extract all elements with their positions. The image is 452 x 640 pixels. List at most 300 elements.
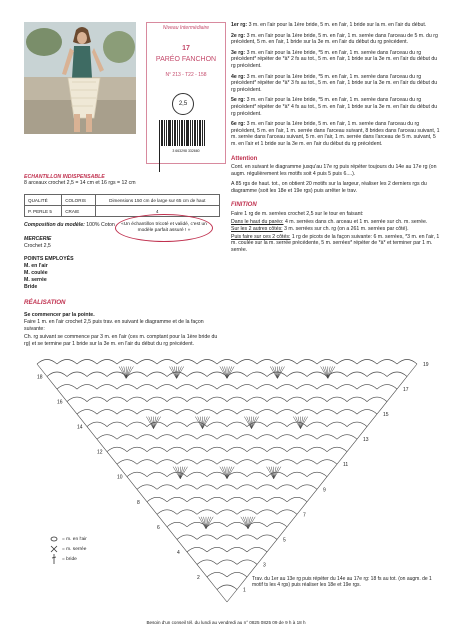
chain-arc <box>57 360 77 365</box>
attention-title: Attention <box>231 155 258 162</box>
row-number: 19 <box>423 362 429 368</box>
chain-arc <box>307 372 327 377</box>
row-number: 5 <box>283 537 286 544</box>
chain-arc <box>367 397 387 402</box>
edge-bride <box>307 489 317 502</box>
table-cell: P. PERLE 5 <box>25 206 62 217</box>
chain-arc <box>177 485 197 490</box>
chain-arc <box>317 460 337 465</box>
chain-arc <box>157 460 177 465</box>
chain-arc <box>337 385 357 390</box>
row-number: 3 <box>263 562 266 569</box>
row-number: 15 <box>383 412 389 419</box>
chain-arc <box>227 372 247 377</box>
chain-arc <box>137 485 157 490</box>
chain-arc <box>247 472 267 477</box>
chain-arc <box>77 385 97 390</box>
chain-arc <box>187 522 207 527</box>
edge-bride <box>207 577 217 590</box>
attention-text: Cont. en suivant le diagramme jusqu'au 17e rg puis répéter toujours du 14e au 17e rg (on augm. régulièrement les motifs soit 4 puis 5 puis 6....). <box>231 164 437 177</box>
chain-arc <box>327 397 347 402</box>
chain-arc <box>237 485 257 490</box>
chain-arc <box>287 447 307 452</box>
edge-bride <box>67 402 77 415</box>
shell-bride <box>172 367 177 379</box>
chain-arc <box>187 397 207 402</box>
chain-arc <box>297 410 317 415</box>
edge-bride <box>227 590 237 603</box>
chain-arc <box>277 360 297 365</box>
chain-arc <box>267 522 287 527</box>
chain-arc <box>297 460 317 465</box>
sample-text: 8 arceaux crochet 2,5 = 14 cm et 16 rgs = 12 cm <box>24 180 136 186</box>
chain-arc <box>297 435 317 440</box>
edge-bride <box>367 414 377 427</box>
chain-stitch-icon <box>50 535 58 543</box>
diagram-svg <box>22 352 432 607</box>
model-reference: N° 213 - T22 - 158 <box>165 72 207 78</box>
chain-arc <box>237 435 257 440</box>
chain-arc <box>107 397 127 402</box>
chain-arc <box>307 447 327 452</box>
chain-arc <box>117 435 137 440</box>
chain-arc <box>247 447 267 452</box>
edge-bride <box>387 389 397 402</box>
chain-arc <box>197 510 217 515</box>
chain-arc <box>257 410 277 415</box>
shell-bride <box>227 467 232 479</box>
edge-bride <box>187 552 197 565</box>
chain-arc <box>377 385 397 390</box>
pattern-card <box>146 22 226 164</box>
edge-bride <box>347 439 357 452</box>
hook-size: 2,5 <box>178 101 188 107</box>
yarn-table <box>24 194 220 217</box>
chain-arc <box>317 385 337 390</box>
chain-arc <box>97 385 117 390</box>
chain-arc <box>317 360 337 365</box>
instructions-column <box>231 22 441 258</box>
edge-bride <box>127 477 137 490</box>
row-number: 11 <box>343 462 349 469</box>
chain-arc <box>57 385 77 390</box>
chain-arc <box>127 422 147 427</box>
chain-arc <box>197 460 217 465</box>
chain-arc <box>147 497 167 502</box>
chain-arc <box>227 397 247 402</box>
edge-bride <box>267 539 277 552</box>
shell-bride <box>243 517 248 529</box>
chain-arc <box>297 360 317 365</box>
barcode-icon <box>159 120 207 146</box>
chain-arc <box>277 435 297 440</box>
finition-item: Dans le haut du paréo: 4 m. serrées dans ch. arceau et 1 m. serrée sur ch. m. serrée. <box>231 218 428 225</box>
start-text-2: Ch. rg suivant se commence par 3 m. en l'air (ces m. comptant pour la 1ère bride du rg) et se termine par 1 bride sur la 3e m. en l'air du début du rg précédent. <box>24 334 218 347</box>
single-crochet-icon <box>50 545 58 553</box>
chain-arc <box>267 397 287 402</box>
chain-arc <box>377 360 397 365</box>
chain-arc <box>227 522 247 527</box>
chain-arc <box>107 447 127 452</box>
row-instruction: 1er rg: 3 m. en l'air pour la 1ère bride, 5 m. en l'air, 1 bride sur la m. en l'air du début. <box>231 22 427 28</box>
chain-arc <box>267 422 287 427</box>
legend-item <box>50 534 87 544</box>
shell-bride <box>227 367 232 379</box>
shell-bride <box>203 417 208 429</box>
row-instruction: 2e rg: 3 m. en l'air pour la 1ère bride, 5 m. en l'air, 1 m. serrée dans l'arceau de 5 m. du rg précédent, 5 m. en l'air, 1 bride sur la 3e m. en l'air du début du rg précédent. <box>231 32 438 46</box>
row-number: 13 <box>363 437 369 444</box>
chain-arc <box>137 360 157 365</box>
legend-item <box>50 554 87 564</box>
chain-arc <box>197 360 217 365</box>
chain-arc <box>227 497 247 502</box>
row-number: 4 <box>177 549 180 556</box>
chain-arc <box>257 510 277 515</box>
chain-arc <box>217 485 237 490</box>
chain-arc <box>207 497 227 502</box>
chain-arc <box>337 435 357 440</box>
chain-arc <box>327 422 347 427</box>
chain-arc <box>177 410 197 415</box>
chain-arc <box>127 397 147 402</box>
chain-arc <box>77 410 97 415</box>
chain-arc <box>147 447 167 452</box>
row-number: 18 <box>37 374 43 381</box>
chain-arc <box>87 372 107 377</box>
shell-bride <box>126 367 131 379</box>
composition <box>24 222 115 229</box>
chain-arc <box>137 385 157 390</box>
chain-arc <box>187 447 207 452</box>
chain-arc <box>347 372 367 377</box>
chain-arc <box>97 435 117 440</box>
shell-bride <box>121 367 126 379</box>
chain-arc <box>157 510 177 515</box>
attention-text-2: A 85 rgs de haut. tot., on obtient 20 motifs sur la largeur, réaliser les 2 derniers rgs du diagramme (soit les 18e et 19e rgs) puis arrêter le trav. <box>231 181 427 194</box>
chain-arc <box>297 485 317 490</box>
chain-arc <box>207 547 227 552</box>
chain-arc <box>257 535 277 540</box>
chain-arc <box>337 360 357 365</box>
row-number: 16 <box>57 399 63 406</box>
chain-arc <box>197 385 217 390</box>
legend-label: = bride <box>62 556 77 562</box>
chain-arc <box>227 572 247 577</box>
table-header: Dimensions 150 cm de large sur 65 cm de haut <box>95 195 219 206</box>
chain-arc <box>207 447 227 452</box>
finition-title: FINITION <box>231 202 257 209</box>
chain-arc <box>207 572 227 577</box>
edge-bride <box>287 514 297 527</box>
shell-bride <box>198 417 203 429</box>
stitches-title: POINTS EMPLOYÉS <box>24 256 74 262</box>
chain-arc <box>237 410 257 415</box>
chain-arc <box>157 410 177 415</box>
chain-arc <box>127 472 147 477</box>
chain-arc <box>267 497 287 502</box>
chain-arc <box>227 447 247 452</box>
chain-arc <box>317 410 337 415</box>
chain-arc <box>227 422 247 427</box>
table-header: QUALITÉ <box>25 195 62 206</box>
shell-bride <box>248 517 253 529</box>
chain-arc <box>247 547 267 552</box>
level-label: Niveau Intermédiaire <box>162 25 210 31</box>
chain-arc <box>117 460 137 465</box>
chain-arc <box>277 385 297 390</box>
shell-bride <box>222 467 227 479</box>
chain-arc <box>167 522 187 527</box>
advice-text: «Un échantillon tricoté et validé, c'est un modèle parfait assuré ! » <box>121 222 207 233</box>
chain-arc <box>247 497 267 502</box>
chain-arc <box>167 447 187 452</box>
chain-arc <box>197 560 217 565</box>
chain-arc <box>67 397 87 402</box>
chain-arc <box>217 535 237 540</box>
shell-bride <box>323 367 328 379</box>
chain-arc <box>117 410 137 415</box>
chain-arc <box>277 460 297 465</box>
chain-arc <box>317 435 337 440</box>
start-text: Faire 1 m. en l'air crochet 2,5 puis trav. en suivant le diagramme et de la façon suivante: <box>24 319 204 332</box>
chain-arc <box>187 547 207 552</box>
row-number: 10 <box>117 474 123 481</box>
realisation-title: RÉALISATION <box>24 299 66 306</box>
chain-arc <box>77 360 97 365</box>
footer-help: Besoin d'un conseil tél. du lundi au vendredi au n° 0825 0825 09 de 9 h à 18 h <box>146 620 306 625</box>
table-cell: CRAIE <box>62 206 95 217</box>
chain-arc <box>167 397 187 402</box>
model-name: PARÉO FANCHON <box>155 56 217 63</box>
legend-label: = m. serrée <box>62 546 87 552</box>
chain-arc <box>217 360 237 365</box>
row-number: 14 <box>77 424 83 431</box>
chain-arc <box>307 472 327 477</box>
row-number: 6 <box>157 524 160 531</box>
chain-arc <box>237 385 257 390</box>
chain-arc <box>197 535 217 540</box>
chain-arc <box>177 360 197 365</box>
chain-arc <box>357 360 377 365</box>
row-number: 17 <box>403 387 409 394</box>
chain-arc <box>47 372 67 377</box>
barcode-number: 3 663298 332660 <box>172 149 200 153</box>
chain-arc <box>227 547 247 552</box>
chain-arc <box>217 410 237 415</box>
chain-arc <box>117 360 137 365</box>
edge-bride <box>47 377 57 390</box>
shell-bride <box>206 517 211 529</box>
row-number: 8 <box>137 499 140 506</box>
crochet-hook-icon <box>172 93 194 115</box>
row-instruction: 5e rg: 3 m. en l'air pour la 1ère bride, *5 m. en l'air, 1 m. serrée dans l'arceau du rg précédent* répéter de *à* 4 fs au tot., 5 m. en l'air, 1 bride sur la 3e m. en l'air du début du rg précédent. <box>231 97 438 117</box>
double-crochet-icon <box>50 554 58 564</box>
row-instruction: 3e rg: 3 m. en l'air pour la 1ère bride, *5 m. en l'air, 1 m. serrée dans l'arceau du rg précédent* répéter de *à* 2 fs au tot., 5 m. en l'air, 1 bride sur la 3e m. en l'air du début du rg précédent. <box>231 49 438 69</box>
finition-item: Puis faire sur ces 2 côtés: 1 rg de picots de la façon suivante: 6 m. serrées, *3 m. en l'air, 1 m. coulée sur la m. serrée précédente, 5 m. serrées* répéter de *à* et terminer par 1 m. serrée. <box>231 233 440 254</box>
chain-arc <box>177 510 197 515</box>
chain-arc <box>237 510 257 515</box>
chain-arc <box>277 485 297 490</box>
chain-arc <box>87 422 107 427</box>
mercerie-text: Crochet 2,5 <box>24 243 51 249</box>
chain-arc <box>247 522 267 527</box>
chain-arc <box>237 560 257 565</box>
chain-arc <box>207 397 227 402</box>
chain-arc <box>287 397 307 402</box>
chain-arc <box>287 472 307 477</box>
row-number: 9 <box>323 487 326 494</box>
chain-arc <box>197 435 217 440</box>
chain-arc <box>137 460 157 465</box>
chain-arc <box>287 372 307 377</box>
chain-arc <box>217 435 237 440</box>
chain-arc <box>207 372 227 377</box>
shell-bride <box>277 367 282 379</box>
row-number: 1 <box>243 587 246 594</box>
chain-arc <box>177 535 197 540</box>
chain-arc <box>227 472 247 477</box>
finition-text: Faire 1 rg de m. serrées crochet 2,5 sur le tour en faisant: <box>231 211 364 218</box>
composition-value: 100% Coton <box>84 222 115 228</box>
shell-bride <box>328 367 333 379</box>
chain-arc <box>237 360 257 365</box>
chain-arc <box>147 472 167 477</box>
chain-arc <box>217 460 237 465</box>
row-number: 2 <box>197 574 200 581</box>
chain-arc <box>157 360 177 365</box>
table-cell: 4 <box>95 206 219 217</box>
chain-arc <box>187 497 207 502</box>
chain-arc <box>217 385 237 390</box>
chain-arc <box>127 447 147 452</box>
start-title: Se commencer par la pointe. <box>24 312 95 318</box>
chain-arc <box>297 385 317 390</box>
chain-arc <box>207 472 227 477</box>
row-instruction: 6e rg: 3 m. en l'air pour la 1ère bride, 5 m. en l'air, 1 m. serrée dans l'arceau du rg précédent, 5 m. en l'air, 1 m. serrée dans l'arceau suivant, 8 brides dans l'arceau suivant, 1 m. serrée dans l'arceau suivant, 5 m. en l'air, 1 m. serrée dans l'arceau de 5 m. suivant, 5 m. en l'air et 1 bride sur la 3e m. en l'air du début du rg précédent. <box>231 121 440 147</box>
chain-arc <box>187 372 207 377</box>
chain-arc <box>197 485 217 490</box>
chain-arc <box>177 385 197 390</box>
chain-arc <box>217 560 237 565</box>
chain-arc <box>107 422 127 427</box>
chain-arc <box>337 410 357 415</box>
chain-arc <box>207 422 227 427</box>
chain-arc <box>347 422 367 427</box>
chain-arc <box>197 410 217 415</box>
chain-arc <box>157 435 177 440</box>
chain-arc <box>257 485 277 490</box>
chain-arc <box>277 410 297 415</box>
chain-arc <box>97 410 117 415</box>
chain-arc <box>177 460 197 465</box>
edge-bride <box>147 502 157 515</box>
chain-arc <box>177 435 197 440</box>
shell-bride <box>252 417 257 429</box>
legend-item <box>50 544 87 554</box>
chain-arc <box>167 422 187 427</box>
stitch-item: M. serrée <box>24 277 47 283</box>
chain-arc <box>277 510 297 515</box>
edge-bride <box>217 590 227 603</box>
row-number: 12 <box>97 449 103 456</box>
crochet-diagram <box>22 352 432 607</box>
chain-arc <box>237 460 257 465</box>
legend-label: = m. en l'air <box>62 536 87 542</box>
model-number: 17 <box>182 45 190 52</box>
chain-arc <box>237 535 257 540</box>
shell-bride <box>222 367 227 379</box>
chain-arc <box>37 360 57 365</box>
edge-bride <box>327 464 337 477</box>
chain-arc <box>137 410 157 415</box>
chain-arc <box>217 585 237 590</box>
chain-arc <box>127 372 147 377</box>
chain-arc <box>387 372 407 377</box>
chain-arc <box>147 397 167 402</box>
stitch-item: M. en l'air <box>24 263 48 269</box>
table-header-row <box>25 195 220 206</box>
chain-arc <box>147 372 167 377</box>
stitch-item: Bride <box>24 284 38 290</box>
chain-arc <box>137 435 157 440</box>
chain-arc <box>207 522 227 527</box>
chain-arc <box>307 397 327 402</box>
mercerie-title: MERCERIE <box>24 236 52 242</box>
chain-arc <box>357 385 377 390</box>
chain-arc <box>347 397 367 402</box>
chain-arc <box>257 385 277 390</box>
edge-bride <box>167 527 177 540</box>
chain-arc <box>357 410 377 415</box>
chain-arc <box>117 385 137 390</box>
chain-arc <box>157 385 177 390</box>
chain-arc <box>247 372 267 377</box>
edge-bride <box>407 364 417 377</box>
table-row <box>25 206 220 217</box>
shell-bride <box>247 417 252 429</box>
chain-arc <box>397 360 417 365</box>
chain-arc <box>367 372 387 377</box>
row-instruction: 4e rg: 3 m. en l'air pour la 1ère bride, *5 m. en l'air, 1 m. serrée dans l'arceau du rg précédent* répéter de *à* 3 fs au tot., 5 m. en l'air, 1 bride sur la 3e m. en l'air du début du rg précédent. <box>231 73 438 93</box>
sample-title: ECHANTILLON INDISPENSABLE <box>24 174 105 180</box>
shell-bride <box>201 517 206 529</box>
chain-arc <box>267 447 287 452</box>
chain-arc <box>167 497 187 502</box>
chain-arc <box>67 372 87 377</box>
diagram-legend <box>50 534 87 564</box>
chain-arc <box>257 460 277 465</box>
chain-arc <box>307 422 327 427</box>
chain-arc <box>327 447 347 452</box>
edge-bride <box>87 427 97 440</box>
chain-arc <box>257 435 277 440</box>
chain-arc <box>187 472 207 477</box>
stitch-item: M. coulée <box>24 270 48 276</box>
row-number: 7 <box>303 512 306 519</box>
chain-arc <box>247 397 267 402</box>
chain-arc <box>157 485 177 490</box>
chain-arc <box>87 397 107 402</box>
composition-label: Composition du modèle: <box>24 222 85 228</box>
edge-bride <box>107 452 117 465</box>
model-photo <box>24 22 136 134</box>
chain-arc <box>257 360 277 365</box>
table-header: COLORIS <box>62 195 95 206</box>
chain-arc <box>97 360 117 365</box>
advice-bubble <box>115 214 213 242</box>
diagram-note: Trav. du 1er au 13e rg puis répéter du 14e au 17e rg: 18 fs au tot. (on augm. de 1 motif ts les 4 rgs) puis réaliser les 18e et 19e rgs. <box>252 576 432 589</box>
chain-arc <box>287 497 307 502</box>
